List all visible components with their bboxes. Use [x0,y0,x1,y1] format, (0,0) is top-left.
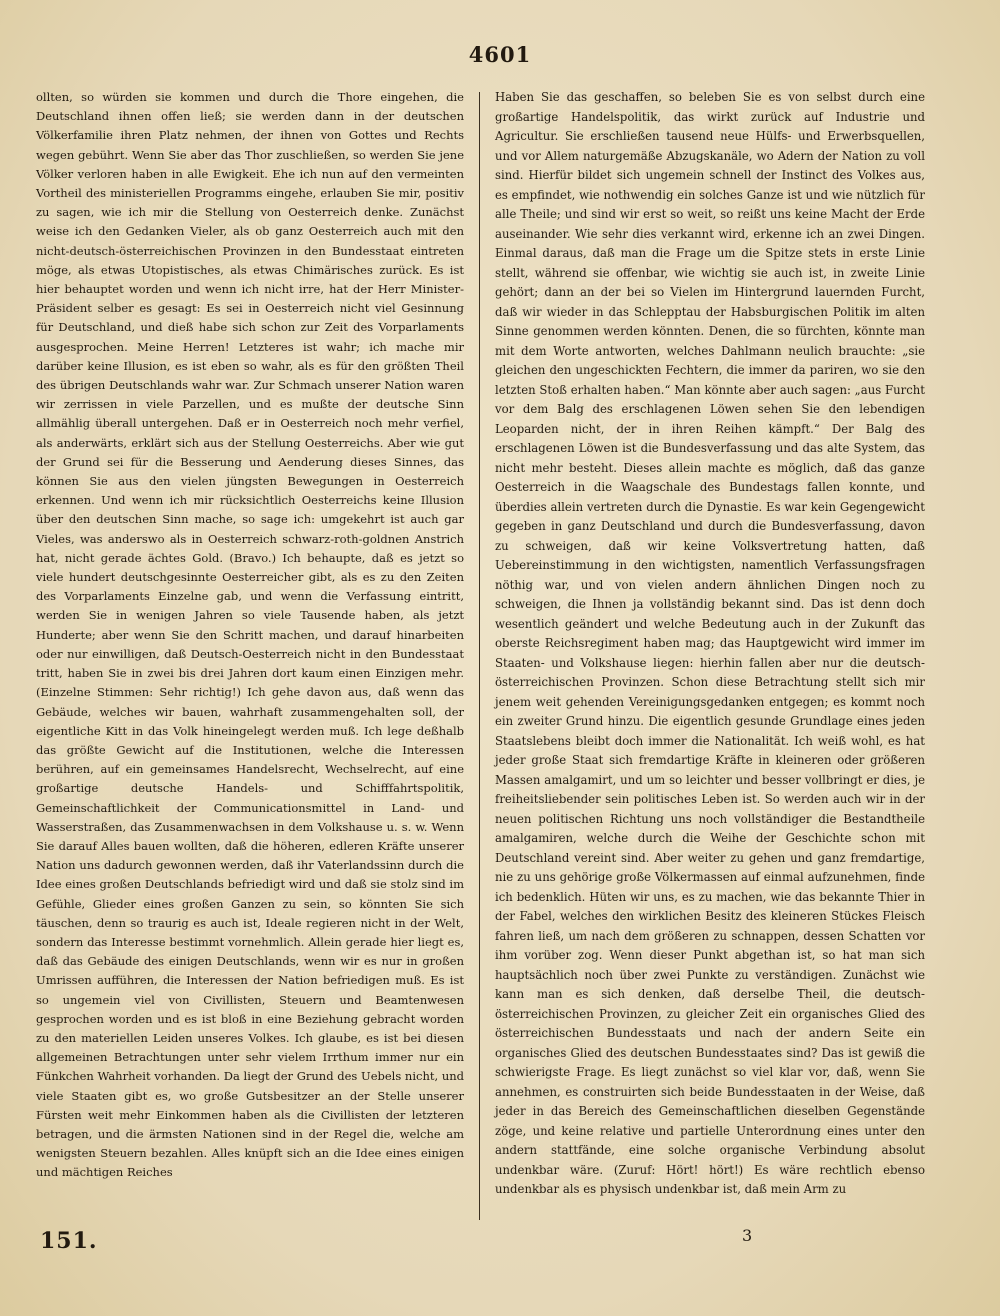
signature-mark: 3 [742,1226,753,1245]
sheet-number: 151. [40,1228,98,1254]
text-column-right [495,88,925,1200]
column-right-text: Haben Sie das geschaffen, so beleben Sie es von selbst durch eine großartige Handelspolitik, das wirkt zurück auf Industrie und Agricultur. Sie erschließen tausend neue Hülfs- und Erwerbsquellen, und vor Allem naturgemäße Abzugskanäle, wo Adern der Nation zu voll sind. Hierfür bildet sich ungemein schnell der Instinct des Volkes aus, es empfindet, wie nothwendig ein solches Ganze ist und wie nützlich für alle Theile; und sind wir erst so weit, so reißt uns keine Macht der Erde auseinander. Wie sehr dies verkannt wird, erkenne ich an zwei Dingen. Einmal daraus, daß man die Frage um die Spitze stets in erste Linie stellt, während sie offenbar, wie wichtig sie auch ist, in zweite Linie gehört; dann an der bei so Vielen im Hintergrund lauernden Furcht, daß wir wieder in das Schlepptau der Habsburgischen Politik im alten Sinne genommen werden könnten. Denen, die so fürchten, könnte man mit dem Worte antworten, welches Dahlmann neulich brauchte: „sie gleichen den ungeschickten Fechtern, die immer da pariren, wo sie den letzten Stoß erhalten haben.“ Man könnte aber auch sagen: „aus Furcht vor dem Balg des erschlagenen Löwen sehen Sie den lebendigen Leoparden nicht, der in ihren Reihen kämpft.“ Der Balg des erschlagenen Löwen ist die Bundesverfassung und das alte System, das nicht mehr besteht. Dieses allein machte es möglich, daß das ganze Oesterreich in die Waagschale des Bundestags fallen konnte, und überdies allein vertreten durch die Dynastie. Es war kein Gegengewicht gegeben in ganz Deutschland und durch die Bundesverfassung, davon zu schweigen, daß wir keine Volksvertretung hatten, daß Uebereinstimmung in den wichtigsten, namentlich Verfassungsfragen nöthig war, und von vielen andern ähnlichen Dingen noch zu schweigen, die Ihnen ja vollständig bekannt sind. Das ist denn doch wesentlich geändert und welche Bedeutung auch in der Zukunft das oberste Reichsregiment haben mag; das Hauptgewicht wird immer im Staaten- und Volkshause liegen: hierhin fallen aber nur die deutsch-österreichischen Provinzen. Schon diese Betrachtung stellt sich mir jenem weit gehenden Vereinigungsgedanken entgegen; es kommt noch ein zweiter Grund hinzu. Die eigentlich gesunde Grundlage eines jeden Staatslebens bleibt doch immer die Nationalität. Ich weiß wohl, es hat jeder große Staat sich fremdartige Kräfte in kleineren oder größeren Massen amalgamirt, und um so leichter und besser vollbringt er dies, je freiheitsliebender sein politisches Leben ist. So werden auch wir in der neuen politischen Richtung uns noch vollständiger die Bestandtheile amalgamiren, welche durch die Weihe der Geschichte schon mit Deutschland vereint sind. Aber weiter zu gehen und ganz fremdartige, nie zu uns gehörige große Völkermassen auf einmal aufzunehmen, finde ich bedenklich. Hüten wir uns, es zu machen, wie das bekannte Thier in der Fabel, welches den wirklichen Besitz des kleineren Stückes Fleisch fahren ließ, um nach dem größeren zu schnappen, dessen Schatten vor ihm vorüber zog. Wenn dieser Punkt abgethan ist, so hat man sich hauptsächlich noch über zwei Punkte zu verständigen. Zunächst wie kann man es sich denken, daß derselbe Theil, die deutsch-österreichischen Provinzen, zu gleicher Zeit ein organisches Glied des österreichischen Bundesstaats und nach der andern Seite ein organisches Glied des deutschen Bundesstaates sind? Das ist gewiß die schwierigste Frage. Es liegt zunächst so viel klar vor, daß, wenn Sie annehmen, es construirten sich beide Bundesstaaten in der Weise, daß jeder in das Bereich des Gemeinschaftlichen dieselben Gegenstände zöge, und keine relative und partielle Unterordnung eines unter den andern stattfände, eine solche organische Verbindung absolut undenkbar wäre. (Zuruf: Hört! hört!) Es wäre rechtlich ebenso undenkbar als es physisch undenkbar ist, daß mein Arm zu [495,90,925,1196]
text-column-left [36,88,464,1183]
column-divider [479,92,480,1220]
page-number: 4601 [468,42,532,67]
column-left-text: ollten, so würden sie kommen und durch die Thore eingehen, die Deutschland ihnen offen ließ; sie werden dann in der deutschen Völkerfamilie ihren Platz nehmen, der ihnen von Gottes und Rechts wegen gebührt. Wenn Sie aber das Thor zuschließen, so werden Sie jene Völker verloren haben in alle Ewigkeit. Ehe ich nun auf den vermeinten Vortheil des ministeriellen Programms eingehe, erlauben Sie mir, positiv zu sagen, wie ich mir die Stellung von Oesterreich denke. Zunächst weise ich den Gedanken Vieler, als ob ganz Oesterreich auch mit den nicht-deutsch-österreichischen Provinzen in den Bundesstaat eintreten möge, als etwas Utopistisches, als etwas Chimärisches zurück. Es ist hier behauptet worden und wenn ich nicht irre, hat der Herr Minister-Präsident selber es gesagt: Es sei in Oesterreich nicht viel Gesinnung für Deutschland, und dieß habe sich schon zur Zeit des Vorparlaments ausgesprochen. Meine Herren! Letzteres ist wahr; ich mache mir darüber keine Illusion, es ist eben so wahr, als es für den größten Theil des übrigen Deutschlands wahr war. Zur Schmach unserer Nation waren wir zerrissen in viele Parzellen, und es mußte der deutsche Sinn allmählig überall untergehen. Daß er in Oesterreich noch mehr verfiel, als anderwärts, erklärt sich aus der Stellung Oesterreichs. Aber wie gut der Grund sei für die Besserung und Aenderung dieses Sinnes, das können Sie aus den vielen jüngsten Bewegungen in Oesterreich erkennen. Und wenn ich mir rücksichtlich Oesterreichs keine Illusion über den deutschen Sinn mache, so sage ich: umgekehrt ist auch gar Vieles, was anderswo als in Oesterreich schwarz-roth-goldnen Anstrich hat, nicht gerade ächtes Gold. (Bravo.) Ich behaupte, daß es jetzt so viele hundert deutschgesinnte Oesterreicher gibt, als es zu den Zeiten des Vorparlaments Einzelne gab, und wenn die Verfassung eintritt, werden Sie in wenigen Jahren so viele Tausende haben, als jetzt Hunderte; aber wenn Sie den Schritt machen, und darauf hinarbeiten oder nur einwilligen, daß Deutsch-Oesterreich nicht in den Bundesstaat tritt, haben Sie in zwei bis drei Jahren dort kaum einen Einzigen mehr. (Einzelne Stimmen: Sehr richtig!) Ich gehe davon aus, daß wenn das Gebäude, welches wir bauen, wahrhaft zusammengehalten soll, der eigentliche Kitt in das Volk hineingelegt werden muß. Ich lege deßhalb das größte Gewicht auf die Institutionen, welche die Interessen berühren, auf ein gemeinsames Handelsrecht, Wechselrecht, auf eine großartige deutsche Handels- und Schifffahrtspolitik, Gemeinschaftlichkeit der Communicationsmittel in Land- und Wasserstraßen, das Zusammenwachsen in dem Volkshause u. s. w. Wenn Sie darauf Alles bauen wollten, daß die höheren, edleren Kräfte unserer Nation uns dadurch gewonnen werden, daß ihr Vaterlandssinn durch die Idee eines großen Deutschlands befriedigt wird und daß sie stolz sind im Gefühle, Glieder eines großen Ganzen zu sein, so könnten Sie sich täuschen, denn so traurig es auch ist, Ideale regieren nicht in der Welt, sondern das Interesse bestimmt vornehmlich. Allein gerade hier liegt es, daß das Gebäude des einigen Deutschlands, wenn wir es nur in großen Umrissen aufführen, die Interessen der Nation befriedigen muß. Es ist so ungemein viel von Civillisten, Steuern und Beamtenwesen gesprochen worden und es ist bloß in eine Beziehung gebracht worden zu den materiellen Leiden unseres Volkes. Ich glaube, es ist bei diesen allgemeinen Betrachtungen unter sehr vielem Irrthum immer nur ein Fünkchen Wahrheit vorhanden. Da liegt der Grund des Uebels nicht, und viele Staaten gibt es, wo große Gutsbesitzer an der Stelle unserer Fürsten weit mehr Einkommen haben als die Civillisten der letzteren betragen, und die ärmsten Nationen sind in der Regel die, welche am wenigsten Steuern bezahlen. Alles knüpft sich an die Idee eines einigen und mächtigen Reiches [36,90,464,1180]
